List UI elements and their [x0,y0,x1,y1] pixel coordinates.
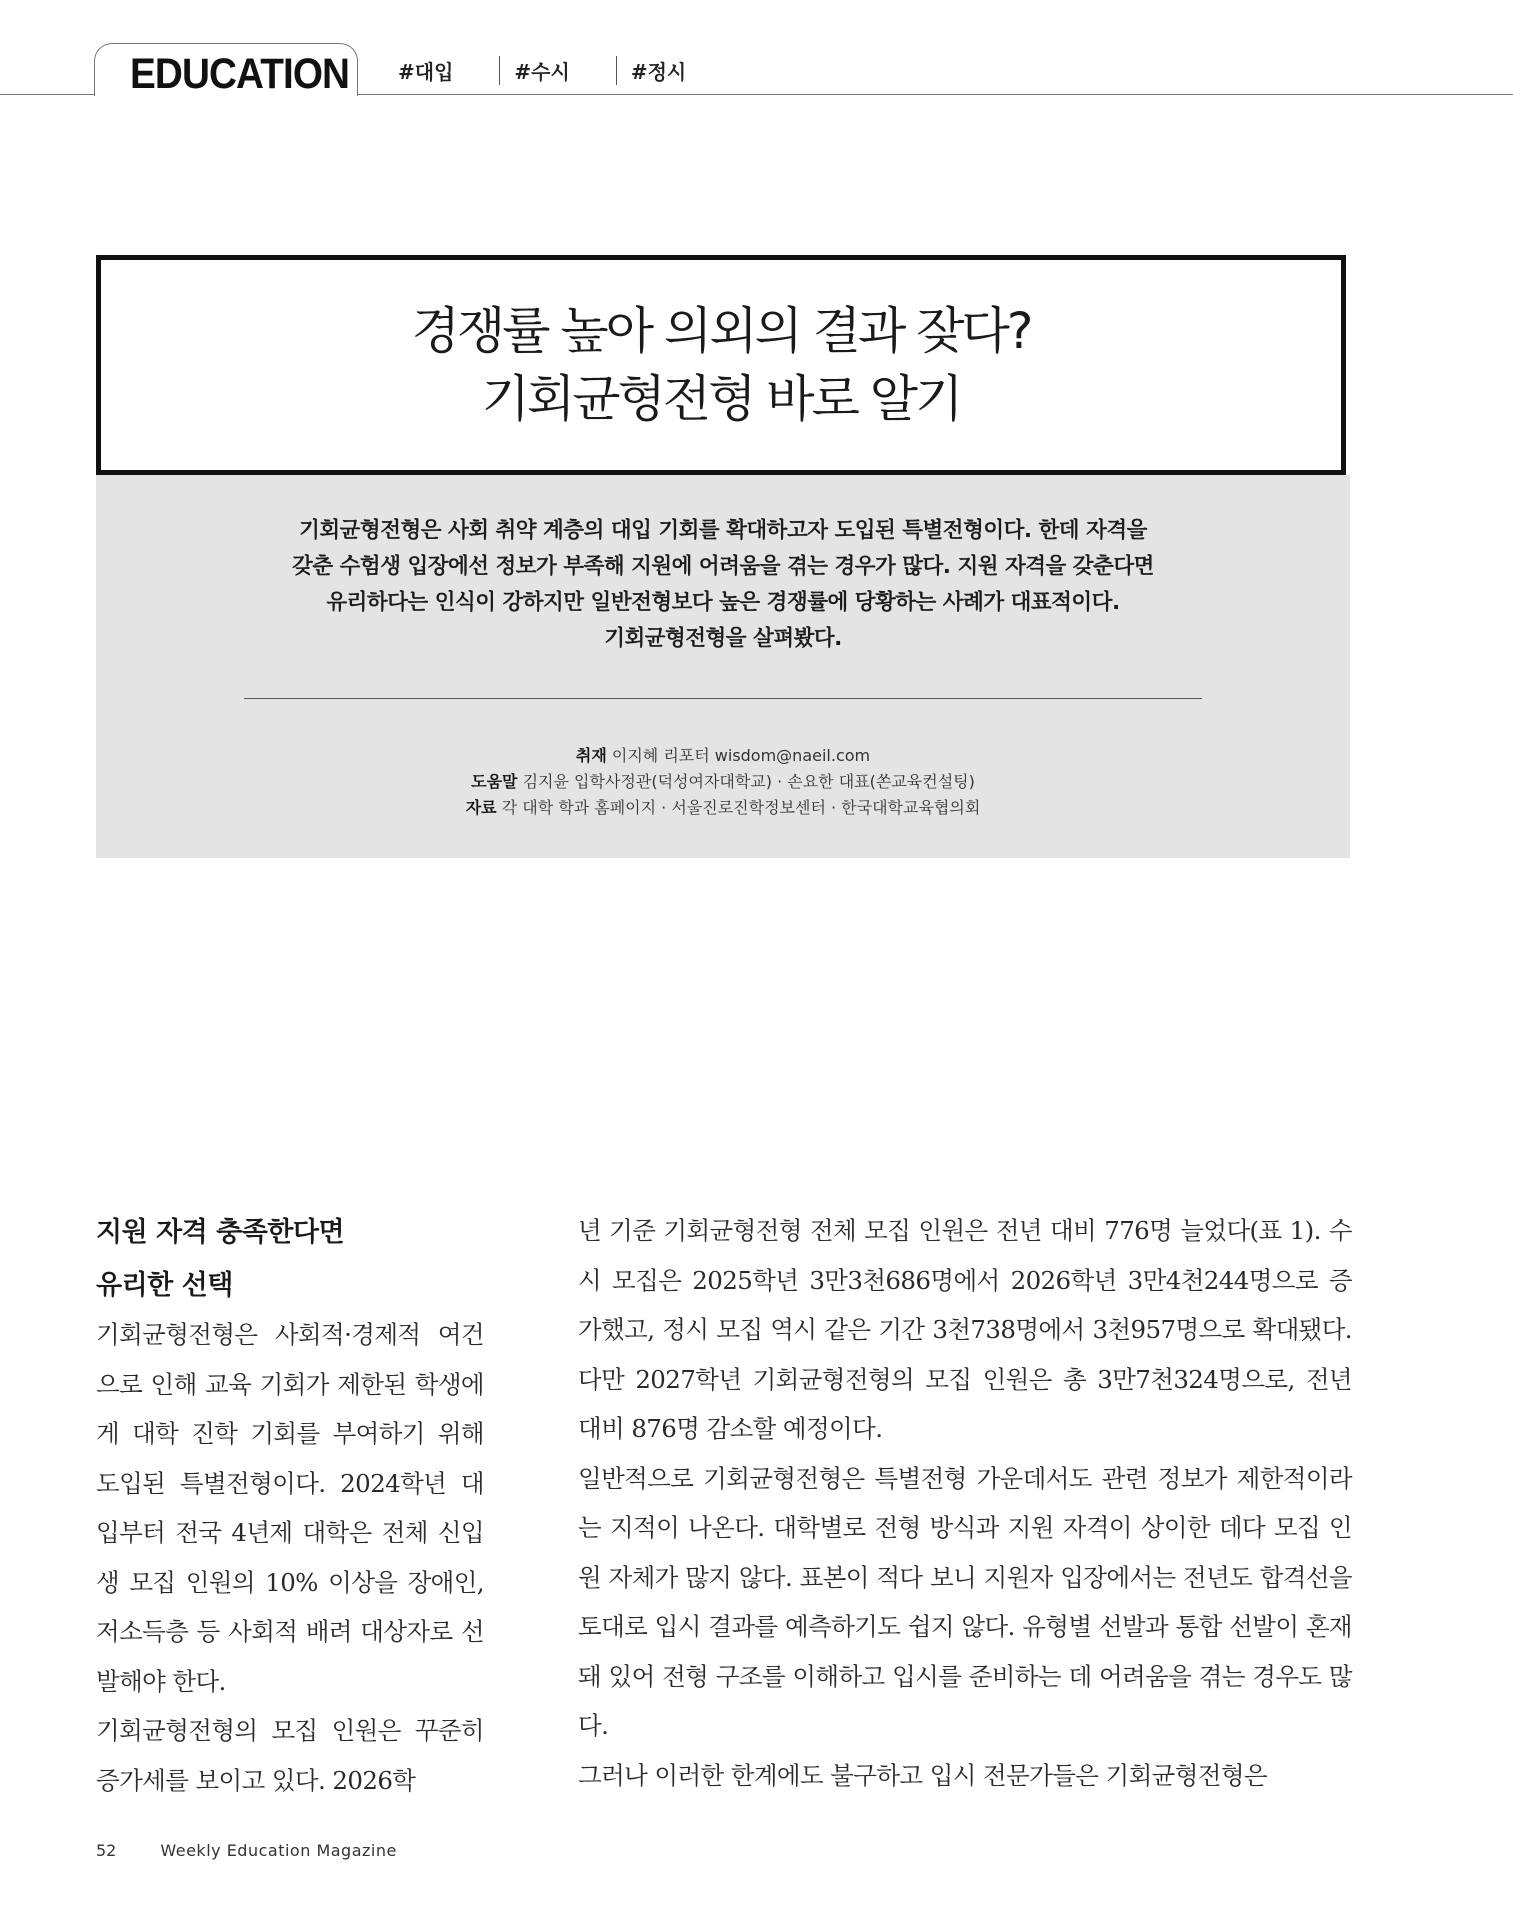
paragraph: 일반적으로 기회균형전형은 특별전형 가운데서도 관련 정보가 제한적이라는 지적이 나온다. 대학별로 전형 방식과 지원 자격이 상이한 데다 모집 인원 자체가 많지 않다. 표본이 적다 보니 지원자 입장에서는 전년도 합격선을 토대로 입시 결과를 예측하기도 쉽지 않다. 유형별 선발과 통합 선발이 혼재돼 있어 전형 구조를 이해하고 입시를 준비하는 데 어려움을 겪는 경우도 많다. [578,1463,1352,1740]
subhead-line-2: 유리한 선택 [96,1270,233,1301]
credit-label: 도움말 [471,772,518,791]
lead-divider [244,698,1202,699]
paragraph: 년 기준 기회균형전형 전체 모집 인원은 전년 대비 776명 늘었다(표 1). 수시 모집은 2025학년 3만3천686명에서 2026학년 3만4천244명으로 증가했고, 정시 모집 역시 같은 기간 3천738명에서 3천957명으로 확대됐다. 다만 2027학년 기회균형전형의 모집 인원은 총 3만7천324명으로, 전년 대비 876명 감소할 예정이다. [578,1216,1352,1443]
credits [96,743,1350,821]
subhead-line-1: 지원 자격 충족한다면 [96,1217,345,1248]
credit-value: 각 대학 학과 홈페이지 · 서울진로진학정보센터 · 한국대학교육협의회 [501,798,981,817]
paragraph: 기회균형전형의 모집 인원은 꾸준히 증가세를 보이고 있다. 2026학 [96,1716,484,1795]
credit-reporter [96,743,1350,769]
lead-line: 갖춘 수험생 입장에선 정보가 부족해 지원에 어려움을 겪는 경우가 많다. 지원 자격을 갖춘다면 [292,554,1154,579]
credit-sources [96,795,1350,821]
page-footer [96,1841,397,1860]
article-column-left [96,1310,484,1805]
tag-regular[interactable]: #정시 [616,56,732,85]
title-line-2: 기회균형전형 바로 알기 [481,370,961,428]
title-box [96,255,1346,475]
lead-box [96,475,1350,858]
credit-advisors [96,769,1350,795]
tag-list [398,56,732,85]
article-column-right [578,1206,1352,1800]
article-subhead [96,1206,496,1312]
lead-line: 기회균형전형을 살펴봤다. [604,626,842,651]
page-number: 52 [96,1841,117,1860]
tag-admission[interactable]: #대입 [398,60,454,84]
title-line-1: 경쟁률 높아 의외의 결과 잦다? [411,302,1031,360]
lead-text [96,513,1350,657]
credit-label: 자료 [465,798,497,817]
credit-value: 이지혜 리포터 wisdom@naeil.com [611,746,871,765]
lead-line: 유리하다는 인식이 강하지만 일반전형보다 높은 경쟁률에 당황하는 사례가 대표적이다. [326,590,1120,615]
paragraph: 기회균형전형은 사회적·경제적 여건으로 인해 교육 기회가 제한된 학생에게 대학 진학 기회를 부여하기 위해 도입된 특별전형이다. 2024학년 대입부터 전국 4년제 대학은 전체 신입생 모집 인원의 10% 이상을 장애인, 저소득층 등 사회적 배려 대상자로 선발해야 한다. [96,1320,484,1696]
lead-line: 기회균형전형은 사회 취약 계층의 대입 기회를 확대하고자 도입된 특별전형이다. 한데 자격을 [299,518,1147,543]
tag-early[interactable]: #수시 [499,56,615,85]
credit-label: 취재 [575,746,607,765]
paragraph: 그러나 이러한 한계에도 불구하고 입시 전문가들은 기회균형전형은 [578,1760,1268,1790]
magazine-name: Weekly Education Magazine [160,1841,397,1860]
section-label: EDUCATION [130,50,350,98]
credit-value: 김지윤 입학사정관(덕성여자대학교) · 손요한 대표(쏜교육컨설팅) [522,772,975,791]
